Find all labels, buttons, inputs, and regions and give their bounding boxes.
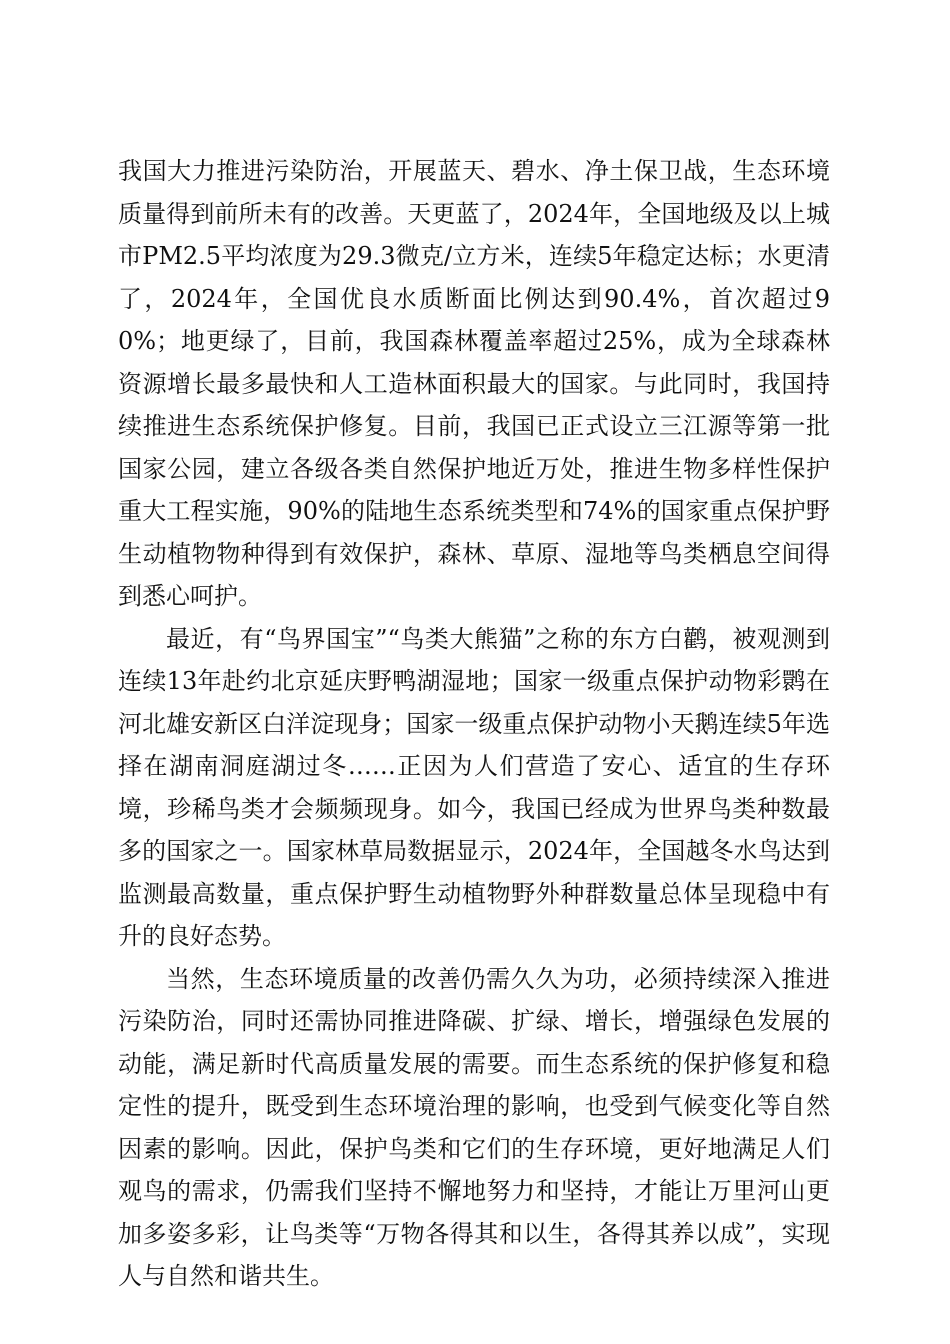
paragraph-ecology-progress: 我国大力推进污染防治，开展蓝天、碧水、净土保卫战，生态环境质量得到前所未有的改善。天更蓝了，2024年，全国地级及以上城市PM2.5平均浓度为29.3微克/立方米，连续5年稳定达标；水更清了，2024年，全国优良水质断面比例达到90.4%，首次超过90%；地更绿了，目前，我国森林覆盖率超过25%，成为全球森林资源增长最多最快和人工造林面积最大的国家。与此同时，我国持续推进生态系统保护修复。目前，我国已正式设立三江源等第一批国家公园，建立各级各类自然保护地近万处，推进生物多样性保护重大工程实施，90%的陆地生态系统类型和74%的国家重点保护野生动植物物种得到有效保护，森林、草原、湿地等鸟类栖息空间得到悉心呵护。	[118, 157, 830, 610]
paragraph-rare-birds: 最近，有“鸟界国宝”“鸟类大熊猫”之称的东方白鹳，被观测到连续13年赴约北京延庆野鸭湖湿地；国家一级重点保护动物彩鹮在河北雄安新区白洋淀现身；国家一级重点保护动物小天鹅连续5年选择在湖南洞庭湖过冬……正因为人们营造了安心、适宜的生存环境，珍稀鸟类才会频频现身。如今，我国已经成为世界鸟类种数最多的国家之一。国家林草局数据显示，2024年，全国越冬水鸟达到监测最高数量，重点保护野生动植物野外种群数量总体呈现稳中有升的良好态势。	[118, 624, 830, 950]
paragraph-conclusion: 当然，生态环境质量的改善仍需久久为功，必须持续深入推进污染防治，同时还需协同推进降碳、扩绿、增长，增强绿色发展的动能，满足新时代高质量发展的需要。而生态系统的保护修复和稳定性的提升，既受到生态环境治理的影响，也受到气候变化等自然因素的影响。因此，保护鸟类和它们的生存环境，更好地满足人们观鸟的需求，仍需我们坚持不懈地努力和坚持，才能让万里河山更加多姿多彩，让鸟类等“万物各得其和以生，各得其养以成”，实现人与自然和谐共生。	[118, 964, 830, 1290]
article-body	[118, 150, 830, 1298]
